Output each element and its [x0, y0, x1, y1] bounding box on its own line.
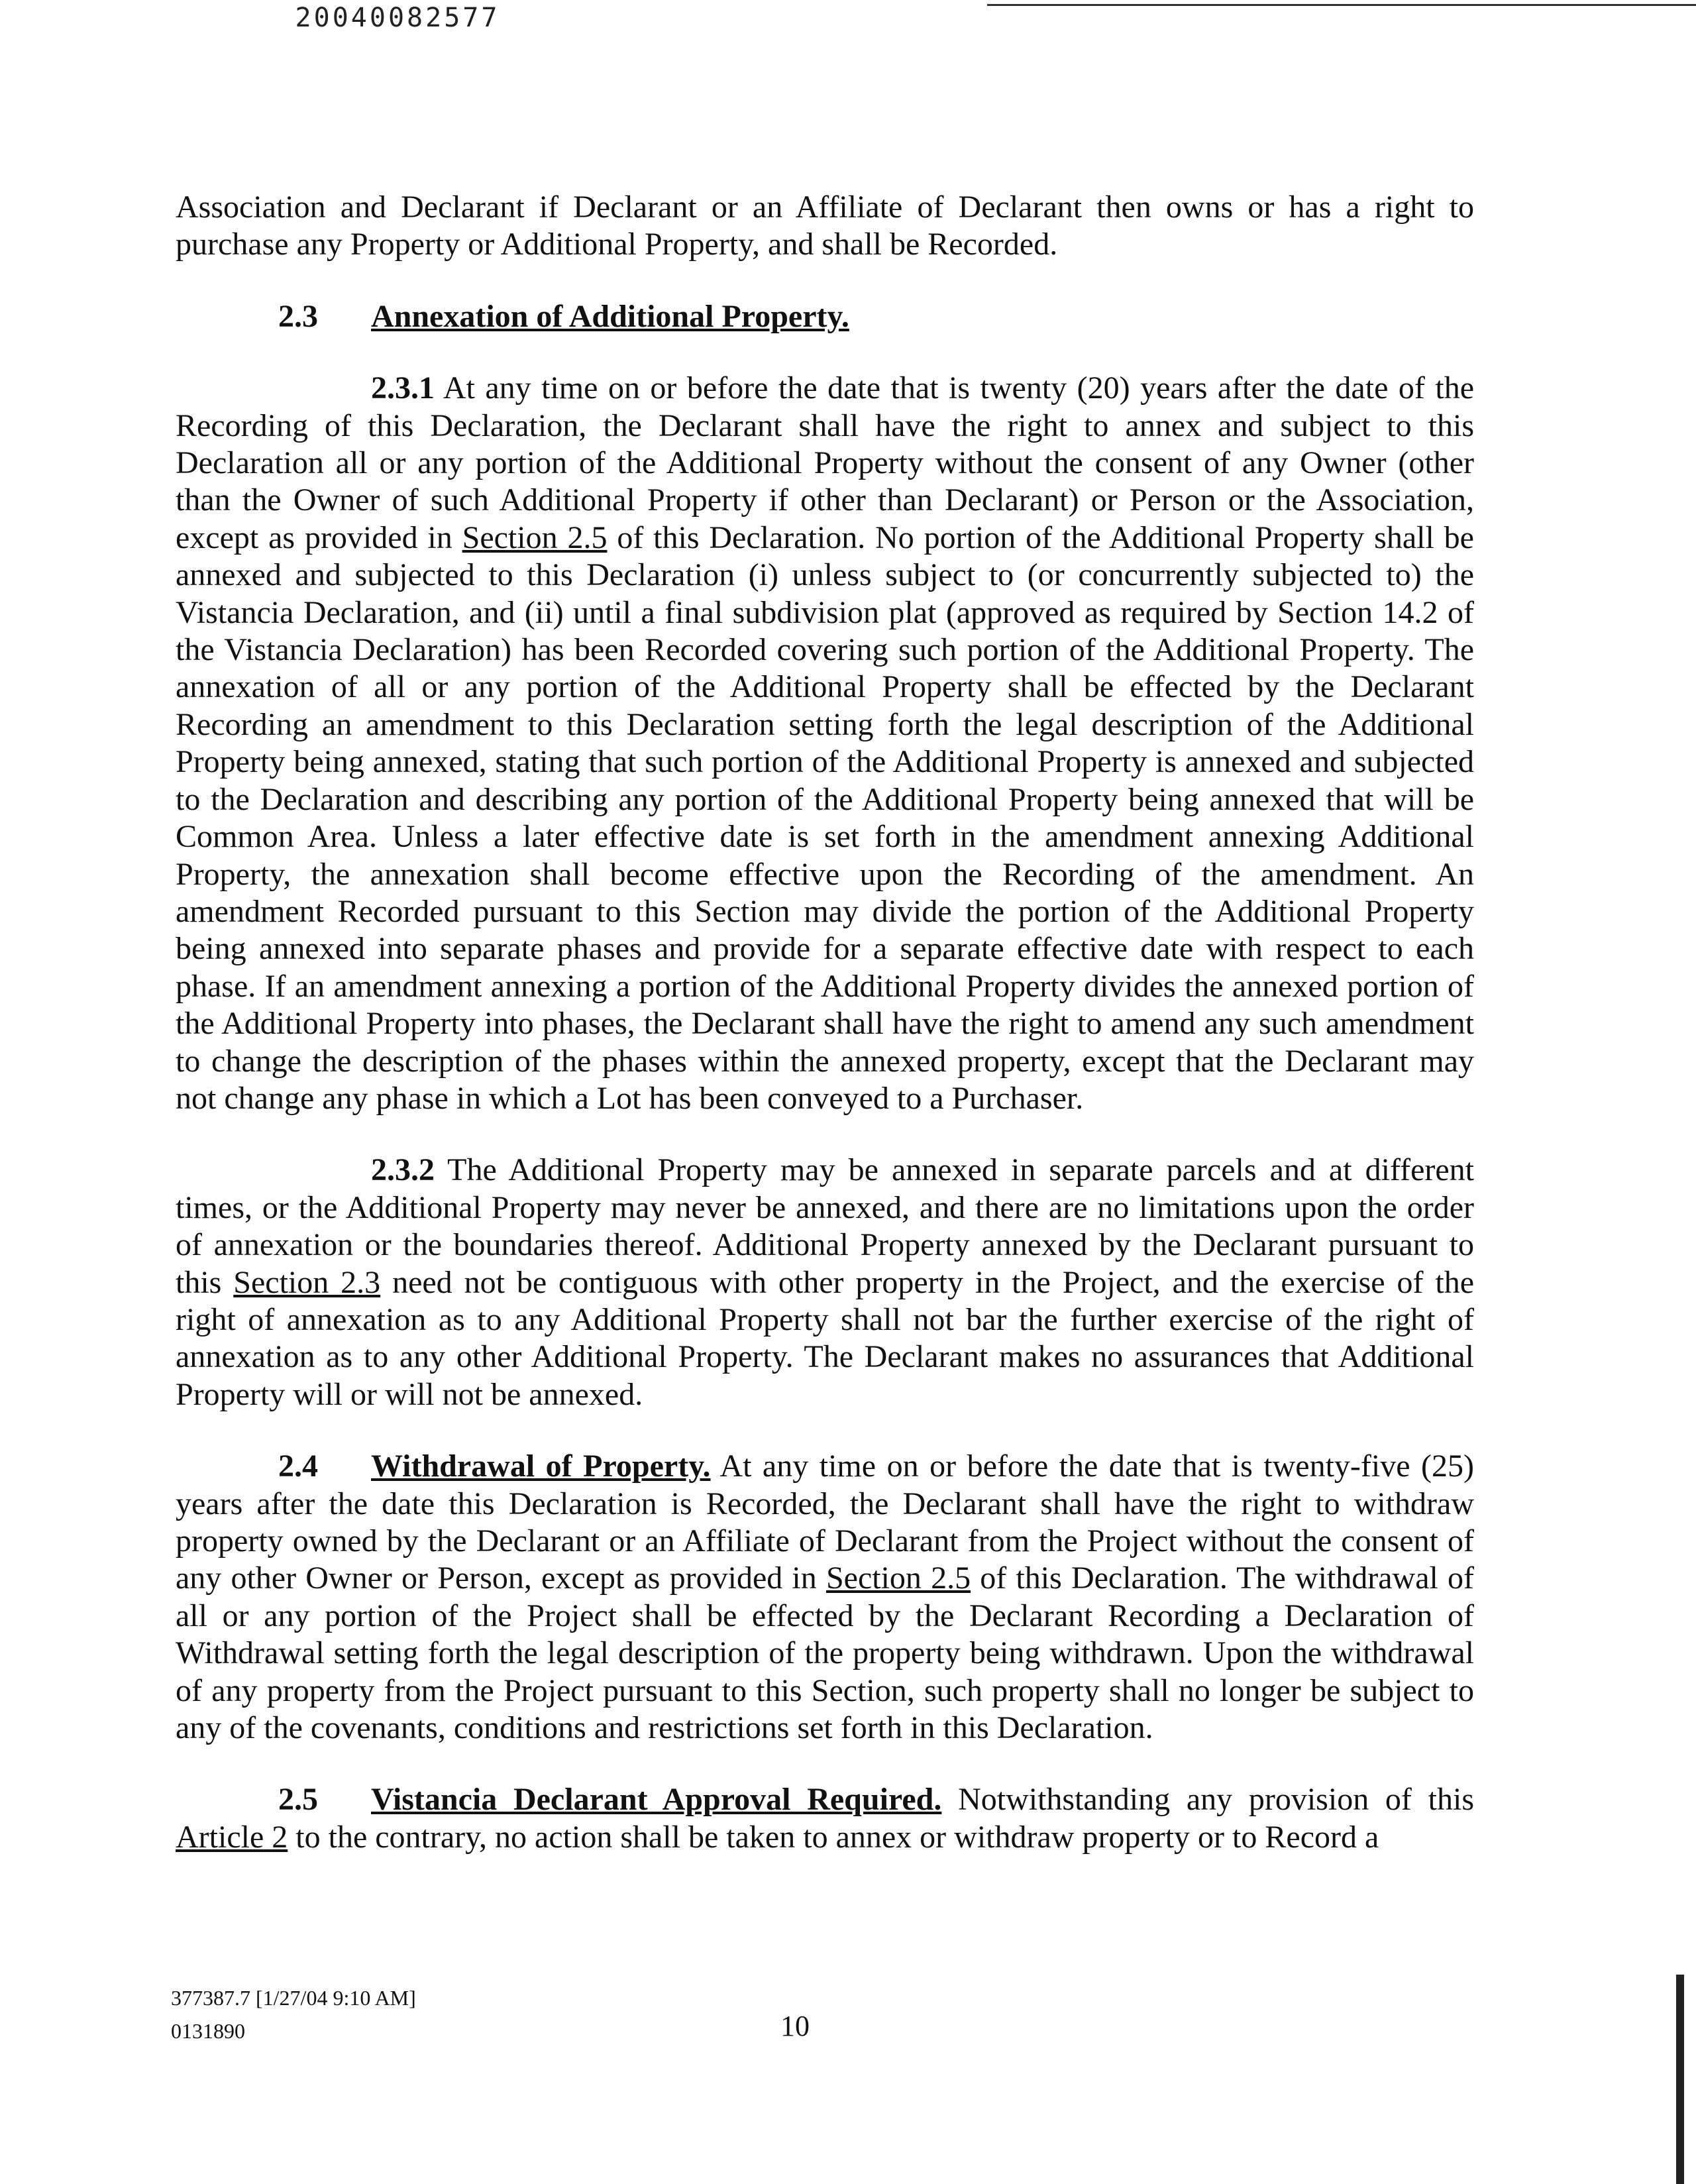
- section-2-3-heading: [176, 298, 1474, 335]
- section-reference: Section 2.5: [825, 1560, 971, 1596]
- page-number: 10: [780, 2010, 810, 2042]
- intro-paragraph: Association and Declarant if Declarant or an Affiliate of Declarant then owns or has a right to purchase any Property or Additional Property, and shall be Recorded.: [176, 190, 1474, 262]
- section-2-3-2-paragraph: 2.3.2 The Additional Property may be annexed in separate parcels and at different times, or the Additional Property may never be annexed, and there are no limitations upon the order of annexation or the boundaries thereof. Additional Property annexed by the Declarant pursuant to this Section 2.3 need not be contiguous with other property in the Project, and the exercise of the right of annexation as to any Additional Property shall not bar the further exercise of the right of annexation as to any other Additional Property. The Declarant makes no assurances that Additional Property will or will not be annexed.: [176, 1152, 1474, 1412]
- document-number: 20040082577: [295, 3, 500, 33]
- footer-doc-ref: 377387.7 [1/27/04 9:10 AM]: [171, 1986, 416, 2010]
- section-title: Vistancia Declarant Approval Required.: [371, 1782, 942, 1818]
- section-reference: Section 2.3: [233, 1264, 381, 1300]
- section-reference: Section 2.5: [462, 519, 608, 555]
- article-reference: Article 2: [176, 1819, 288, 1855]
- section-2-3-1-paragraph: 2.3.1 At any time on or before the date that is twenty (20) years after the date of the Recording of this Declaration, the Declarant shall have the right to annex and subject to this Declaration all or any portion of the Additional Property without the consent of any Owner (other than the Owner of such Additional Property if other than Declarant) or Person or the Association, except as provided in Section 2.5 of this Declaration. No portion of the Additional Property shall be annexed and subjected to this Declaration (i) unless subject to (or concurrently subjected to) the Vistancia Declaration, and (ii) until a final subdivision plat (approved as required by Section 14.2 of the Vistancia Declaration) has been Recorded covering such portion of the Additional Property. The annexation of all or any portion of the Additional Property shall be effected by the Declarant Recording an amendment to this Declaration setting forth the legal description of the Additional Property being annexed, stating that such portion of the Additional Property is annexed and subjected to the Declaration and describing any portion of the Additional Property being annexed that will be Common Area. Unless a later effective date is set forth in the amendment annexing Additional Property, the annexation shall become effective upon the Recording of the amendment. An amendment Recorded pursuant to this Section may divide the portion of the Additional Property being annexed into separate phases and provide for a separate effective date with respect to each phase. If an amendment annexing a portion of the Additional Property divides the annexed portion of the Additional Property into phases, the Declarant shall have the right to amend any such amendment to change the description of the phases within the annexed property, except that the Declarant may not change any phase in which a Lot has been conveyed to a Purchaser.: [176, 370, 1474, 1116]
- section-title: Annexation of Additional Property.: [371, 298, 849, 334]
- document-body: [176, 189, 1474, 1856]
- section-number: 2.3.2: [371, 1152, 435, 1188]
- section-number: 2.5: [278, 1782, 318, 1818]
- section-2-5-paragraph: 2.5 Vistancia Declarant Approval Required. Notwithstanding any provision of this Article 2 to the contrary, no action shall be taken to annex or withdraw property or to Record a: [176, 1782, 1475, 1855]
- section-number: 2.4: [278, 1448, 318, 1484]
- section-number: 2.3: [278, 298, 318, 334]
- top-border-line: [987, 4, 1696, 6]
- footer-identifiers: [171, 1981, 416, 2048]
- footer-client-number: 0131890: [171, 2019, 245, 2043]
- section-number: 2.3.1: [371, 370, 435, 406]
- section-title: Withdrawal of Property.: [371, 1448, 711, 1484]
- section-2-4-paragraph: 2.4 Withdrawal of Property. At any time on or before the date that is twenty-five (25) years after the date this Declaration is Recorded, the Declarant shall have the right to withdraw property owned by the Declarant or an Affiliate of Declarant from the Project without the consent of any other Owner or Person, except as provided in Section 2.5 of this Declaration. The withdrawal of all or any portion of the Project shall be effected by the Declarant Recording a Declaration of Withdrawal setting forth the legal description of the property being withdrawn. Upon the withdrawal of any property from the Project pursuant to this Section, such property shall no longer be subject to any of the covenants, conditions and restrictions set forth in this Declaration.: [176, 1448, 1475, 1746]
- scan-edge-mark: [1676, 1975, 1684, 2184]
